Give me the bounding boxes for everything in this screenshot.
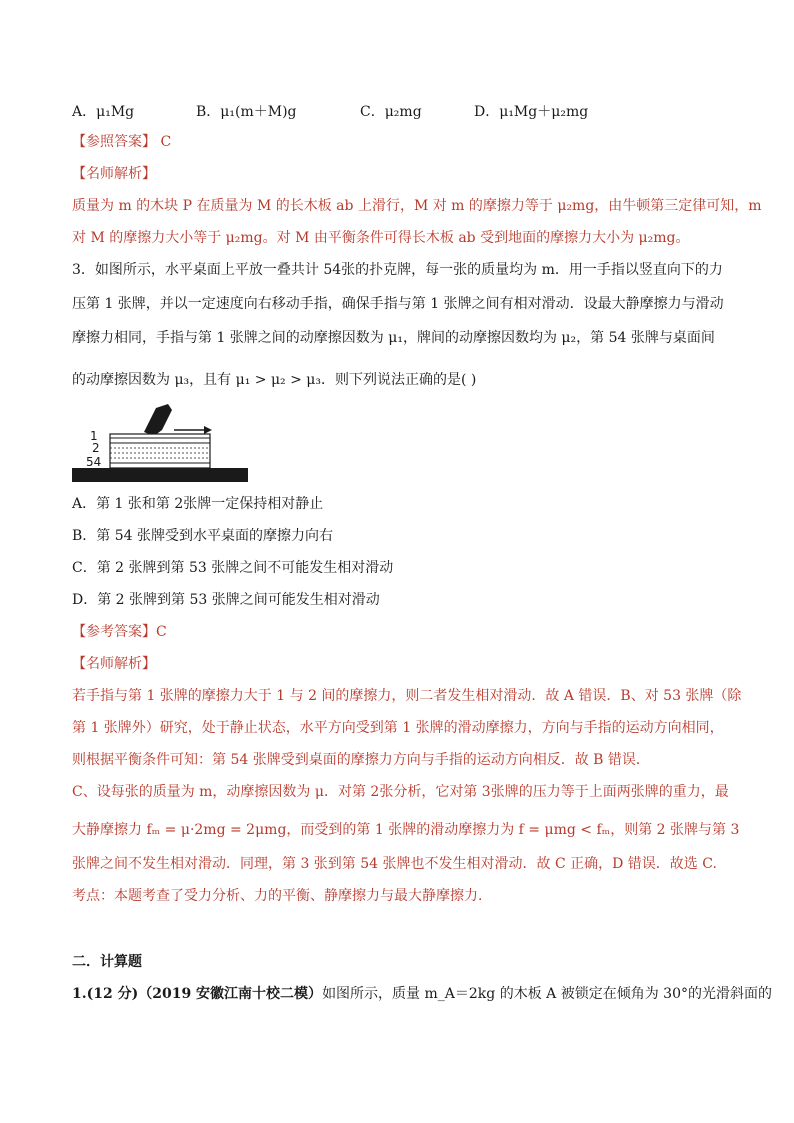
exam-point: 考点：本题考查了受力分析、力的平衡、静摩擦力与最大静摩擦力. [72,888,483,904]
analysis-line: 则根据平衡条件可知：第 54 张牌受到桌面的摩擦力方向与手指的运动方向相反．故 B 错误． [72,752,650,768]
motion-arrow-head [204,426,212,434]
question-1-head: 1.(12 分)（2019 安徽江南十校二模） [72,986,323,1002]
question-stem-line: 摩擦力相同，手指与第 1 张牌之间的动摩擦因数为 μ₁，牌间的动摩擦因数均为 μ₂，第 54 张牌与桌面间 [72,330,715,346]
card-label-1: 1 [90,429,98,443]
analysis-line: 对 M 的摩擦力大小等于 μ₂mg。对 M 由平衡条件可得长木板 ab 受到地面的摩擦力大小为 μ₂mg。 [72,230,690,246]
question-stem-line: 压第 1 张牌，并以一定速度向右移动手指，确保手指与第 1 张牌之间有相对滑动．设最大静摩擦力与滑动 [72,296,724,312]
analysis-line: 质量为 m 的木块 P 在质量为 M 的长木板 ab 上滑行，M 对 m 的摩擦力等于 μ₂mg，由牛顿第三定律可知，m [72,198,762,214]
reference-answer: 【参照答案】 C [72,134,172,150]
analysis-title: 【名师解析】 [72,656,156,672]
option-b: B．μ₁(m＋M)g [196,104,297,120]
analysis-line: 张牌之间不发生相对滑动．同理，第 3 张到第 54 张牌也不发生相对滑动．故 C 正确，D 错误．故选 C. [72,856,717,872]
card-stack-figure [72,400,248,484]
card-label-2: 2 [92,441,100,455]
option-d: D．μ₁Mg＋μ₂mg [474,104,589,120]
section-title: 二．计算题 [72,954,142,970]
option-a: A．μ₁Mg [72,104,135,120]
option-b: B．第 54 张牌受到水平桌面的摩擦力向右 [72,528,334,544]
option-a: A．第 1 张和第 2张牌一定保持相对静止 [72,496,324,512]
analysis-line: 第 1 张牌外）研究，处于静止状态，水平方向受到第 1 张牌的滑动摩擦力，方向与手指的运动方向相同， [72,720,724,736]
table-surface [72,468,248,482]
question-stem-line: 的动摩擦因数为 μ₃，且有 μ₁ > μ₂ > μ₃．则下列说法正确的是( ) [72,372,477,388]
question-stem-line: 3．如图所示，水平桌面上平放一叠共计 54张的扑克牌，每一张的质量均为 m．用一手指以竖直向下的力 [72,262,723,278]
analysis-title: 【名师解析】 [72,166,156,182]
reference-answer: 【参考答案】C [72,624,167,640]
finger-shape [144,404,172,436]
option-c: C．μ₂mg [360,104,422,120]
option-d: D．第 2 张牌到第 53 张牌之间可能发生相对滑动 [72,592,380,608]
question-1-line [72,984,772,1004]
analysis-line: 大静摩擦力 fₘ = μ·2mg = 2μmg，而受到的第 1 张牌的滑动摩擦力为 f = μmg < fₘ，则第 2 张牌与第 3 [72,822,740,838]
analysis-line: C、设每张的质量为 m，动摩擦因数为 μ．对第 2张分析，它对第 3张牌的压力等于上面两张牌的重力，最 [72,784,729,800]
option-c: C．第 2 张牌到第 53 张牌之间不可能发生相对滑动 [72,560,394,576]
card-label-54: 54 [86,455,102,469]
analysis-line: 若手指与第 1 张牌的摩擦力大于 1 与 2 间的摩擦力，则二者发生相对滑动．故 A 错误．B、对 53 张牌（除 [72,688,742,704]
question-1-text: 如图所示，质量 m_A＝2kg 的木板 A 被锁定在倾角为 30°的光滑斜面的 [322,986,772,1002]
